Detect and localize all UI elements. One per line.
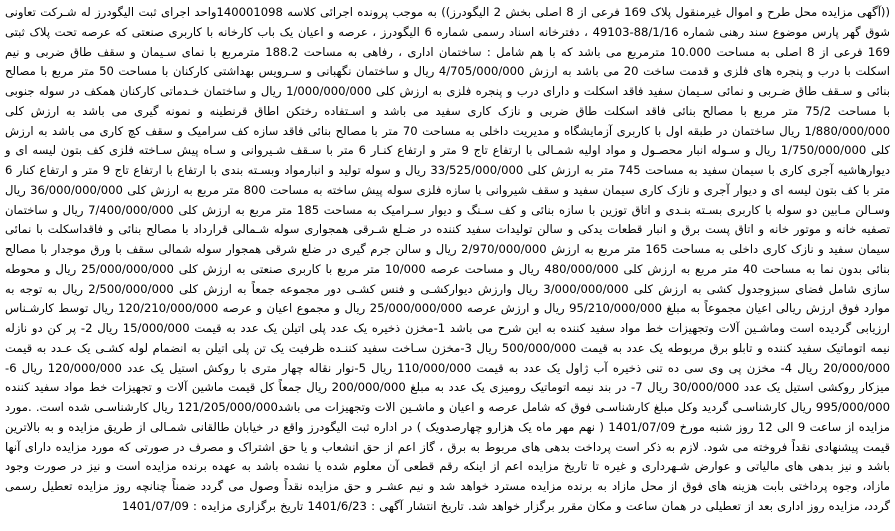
auction-notice-text: ((آگهی مزایده محل طرح و اموال غیرمنقول پلاک 169 فرعی از 8 اصلی بخش 2 الیگودرز)) به موجب پرونده اجرائی کلاسه 140001098واحد اجرای ثبت الیگودرز له شـرکت تعاونی شوق گهر پارس موضوع سند رهنی شماره 88/1/16-49103 ، دفترخانه اسناد رسمی شماره 6 الیگودرز ، عرصه و اعیان یک باب کارخانه با کاربری صنعتی که عرصه تحت پلاک ثبتی 169 فرعی از 8 اصلی به مساحت 10.000 مترمربع می باشد که با هم شامل : ساختمان اداری ، رفاهی به مساحت 188.2 مترمربع با نمای سـیمان و سقف طاق ضربی و نیم اسکلت با درب و پنجره های فلزی و قدمت ساخت 20 می باشد به ارزش 4/705/000/000 ریال و ساختمان نگهبانی و سـرویس بهداشتی کارکنان با مساحت 50 متر مربع با مصالح بنائی و سـقف طاق ضـربی و نمائی سـیمان سفید فاقد اسکلت و دارای درب و پنجره فلزی به ارزش کلی 1/000/000/000 ریال و ساختمان خـدماتی کارکنان همکف در سوله جنوبی با مساحت 75/2 متر مربع با مصالح بنائی فاقد اسکلت طاق ضربی و نازک کاری سفید می باشد و اسـتفاده رختکن اطاق قرنطینه و نمونه گیری می باشد به ارزش کلی 1/880/000/000 ریال ساختمان در طبقه اول با کاربری آزمایشگاه و مدیریت داخلی به مساحت 70 متر با مصالح بنائی فاقد سازه کف سرامیک و سقف کچ کاری می باشد به ارزش کلی 1/750/000/000 ریال و سـوله انبار محصـول و مواد اولیه شمـالی با ارتفاع تاج 9 متر و ارتفاع کنـار 6 متر با سـقف شـیروانی و سـاه پیش سـاخته فلزی کف بتون لیسه ای و دیوارهاشیه آجری کاری با سیمان سفید به مساحت 745 متر به ارزش کلی 33/525/000/000 ریال و سوله تولید و انبارمواد وبسـته بندی با ارتفاع با ارتفاع تاج 9 متر و ارتفاع کنار 6 متر با کف بتون لیسه ای و دیوار آجری و نازک کاری سیمان سفید و سقف شیروانی با سازه فلزی سوله پیش ساخته به مساحت 800 متر مربع به ارزش کلی 36/000/000/000 ریال وسـالن مـابین دو سوله با کاربری بسـته بنـدی و اتاق توزین با سازه بنائی و کف سـنگ و دیوار سـرامیک به مساحت 185 متر مربع به ارزش کلی 7/400/000/000 ریال و ساختمان تصفیه خانه و موتور خانه و اتاق پست برق و انبار قطعات یدکی و سالن تولیدات سفید کننده در ضـلع شـرقی همجواری سوله شـمالی قرارداد با مصالح بنائی و فاقداسکلت با نمائی سیمان سفید و نازک کاری داخلی به مساحت 165 متر مربع به ارزش 2/970/000/000 ریال و سالن جرم گیری در ضلع شرقی همجوار سوله شمالی سقف با ورق موجدار با مصالح بنائی بدون نما به مساحت 40 متر مربع به ارزش کلی 480/000/000 ریال و مساحت عرصه 10/000 متر مربع با کاربری صنعتی به ارزش کلی 25/000/000/000 ریال و محوطه سازی شامل فضای سبزوجدول کشی به ارزش کلی 3/000/000/000 ریال وارزش دیوارکشـی و فنس کشـی دور مجموعه جمعاً به ارزش کلی 2/500/000/000 ریال به توجه به موارد فوق ارزش ریالی اعیان مجموعاً به مبلغ 95/210/000/000 ریال و ارزش عرصه 25/000/000/000 ریال و مجموع اعیان و عرصه 120/210/000/000 ریال توسط کارشـناس ارزیابی گردیده است وماشـین آلات وتجهیزات خط مواد سفید کننده به این شرح می باشد 1-مخزن ذخیره یک عدد پلی اتیلن یک عدد به قیمت 15/000/000 ریال 2- پر کن دو نازله نیمه اتوماتیک سفید کننده و تابلو برق مربوطه یک عدد به قیمت 500/000/000 ریال 3-مخزن سـاخت سفید کننـده ظرفیت یک تن پلی اتیلن به انضمام لوله کشـی یک عـدد به قیمت 20/000/000 ریال 4- مخزن پی وی سی ده تنی ذخیره آب ژاول یک عدد به قیمت 110/000/000 ریال 5-نوار نقاله چهار متری با روکش استیل یک عدد 120/000/000 ریال 6- میزکار روکشی استیل یک عدد 30/000/000 ریال 7- در بند نیمه اتوماتیک رومیزی یک عدد به مبلغ 200/000/000 ریال جمعاً کل قیمت ماشین آلات و تجهیزات خط مواد سفید کننده 995/000/000 ریال کارشناسـی گردید وکل مبلغ کارشناسـی فوق که شامل عرصه و اعیان و ماشـین الات وتجهیزات می باشد121/205/000/000 ریال کارشناسـی شده است. .مورد مزایده از ساعت 9 الی 12 روز شنبه مورخ 1401/07/09 ( نهم مهر ماه یک هزارو چهارصدویک ) در اداره ثبت الیگودرز واقع در خیابان طالقانی شمـالی از طریق مزایده و به بالاترین قیمت پیشنهادی نقداً فروخته می شود. لازم به ذکر است پرداخت بدهی های مربوط به برق ، گاز اعم از حق انشعاب و یا حق اشتراک و مصرف در صورتی که مورد مزایده دارای آنها باشد و نیز بدهی های مالیاتی و عوارض شـهرداری و غیره تا تاریخ مزایده اعم از اینکه رقم قطعی آن معلوم شده یا نشده باشد به عهده برنده مزایده است و نیز در صورت وجود مازاد، وجوه پرداختی بابت هزینه های فوق از محل مازاد به برنده مزایده مسترد خواهد شد و نیم عشـر و حق مزایده نقداً وصول می گردد ضمناً چنانچه روز مزایده تعطیل رسمی گردد، مزایده روز اداری بعد از تعطیلی در همان ساعت و مکان مقرر برگزار خواهد شد. تاریخ انتشار آگهی : 1401/6/23 تاریخ برگزاری مزایده : 1401/07/09: [5, 5, 891, 513]
